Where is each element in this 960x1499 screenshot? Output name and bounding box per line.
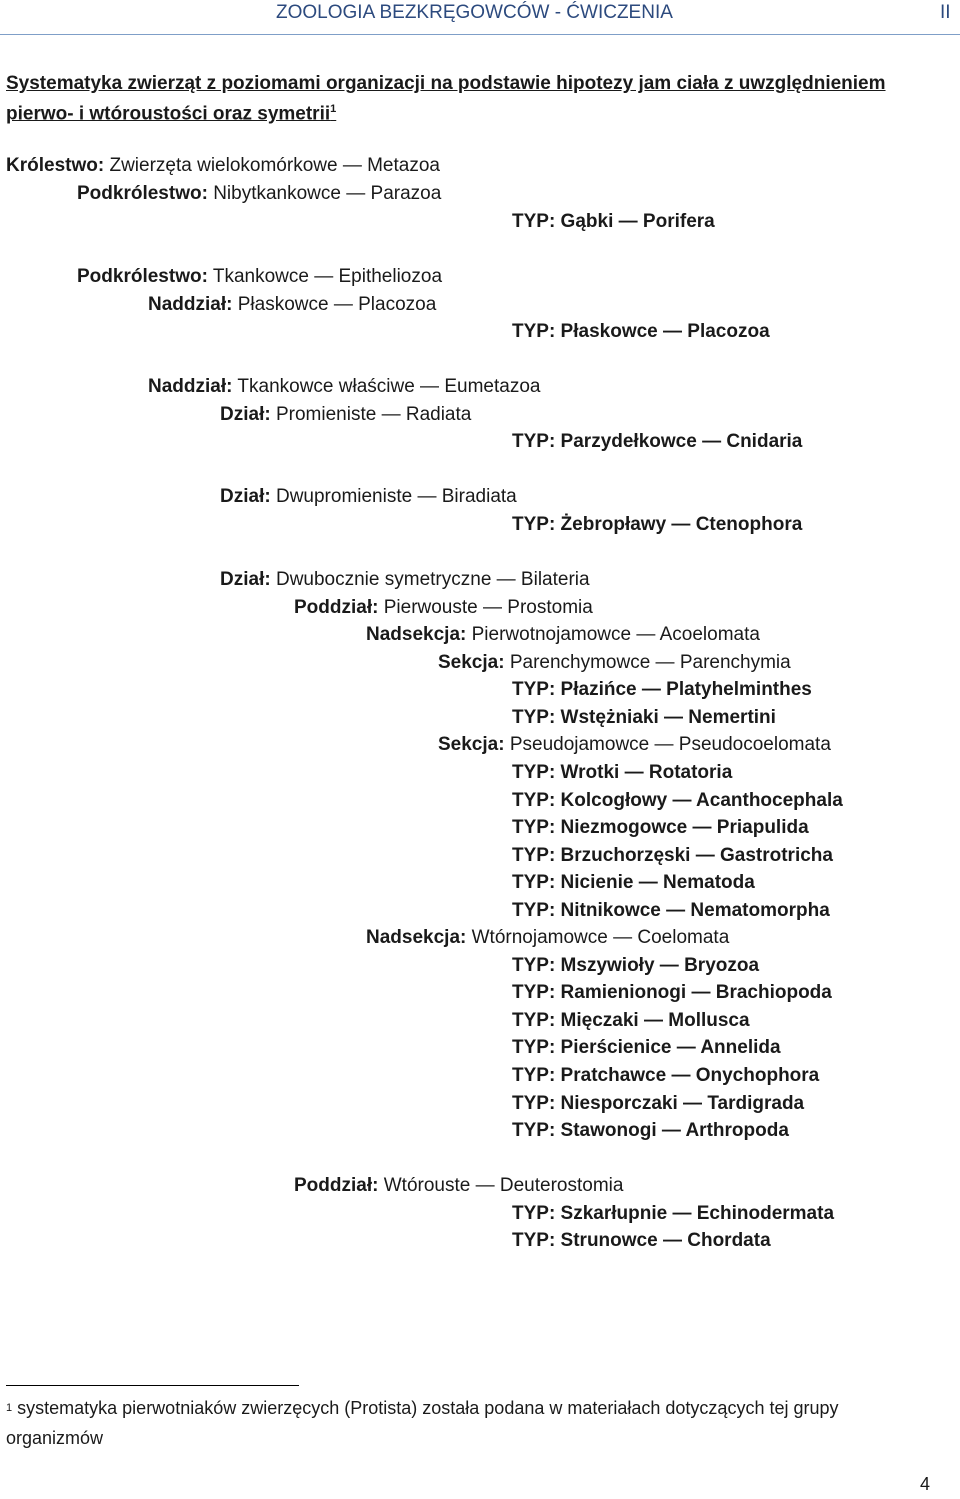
- phylum-entry: TYP: Stawonogi — Arthropoda: [512, 1120, 789, 1141]
- taxon-entry: Dział: Promieniste — Radiata: [220, 404, 472, 425]
- taxon-entry: Dział: Dwubocznie symetryczne — Bilateria: [220, 569, 590, 590]
- taxon-entry: Poddział: Wtórouste — Deuterostomia: [294, 1175, 624, 1196]
- phylum-entry: TYP: Wrotki — Rotatoria: [512, 762, 733, 783]
- taxon-entry: Poddział: Pierwouste — Prostomia: [294, 597, 593, 618]
- phylum-entry: TYP: Żebropławy — Ctenophora: [512, 514, 803, 535]
- taxon-entry: Nadsekcja: Wtórnojamowce — Coelomata: [366, 927, 730, 948]
- page-title-line1: Systematyka zwierząt z poziomami organizacji na podstawie hipotezy jam ciała z uwzględnieniem: [6, 73, 886, 94]
- taxon-entry: Podkrólestwo: Nibytkankowce — Parazoa: [77, 183, 442, 204]
- phylum-entry: TYP: Parzydełkowce — Cnidaria: [512, 431, 803, 452]
- footnote-line2: organizmów: [6, 1428, 104, 1448]
- taxon-entry: Sekcja: Pseudojamowce — Pseudocoelomata: [438, 734, 831, 755]
- phylum-entry: TYP: Mięczaki — Mollusca: [512, 1010, 750, 1031]
- phylum-entry: TYP: Nitnikowce — Nematomorpha: [512, 900, 830, 921]
- phylum-entry: TYP: Wstężniaki — Nemertini: [512, 707, 776, 728]
- taxon-entry: Nadsekcja: Pierwotnojamowce — Acoelomata: [366, 624, 760, 645]
- page-title-line2: pierwo- i wtóroustości oraz symetrii$^1$: [6, 103, 337, 125]
- phylum-entry: TYP: Ramienionogi — Brachiopoda: [512, 982, 832, 1003]
- phylum-entry: TYP: Nicienie — Nematoda: [512, 872, 755, 893]
- phylum-entry: TYP: Gąbki — Porifera: [512, 211, 715, 232]
- taxon-entry: Królestwo: Zwierzęta wielokomórkowe — Metazoa: [6, 155, 440, 176]
- phylum-entry: TYP: Płaskowce — Placozoa: [512, 321, 770, 342]
- header-divider: [0, 34, 960, 35]
- phylum-entry: TYP: Szkarłupnie — Echinodermata: [512, 1203, 835, 1224]
- phylum-entry: TYP: Pierścienice — Annelida: [512, 1037, 781, 1058]
- phylum-entry: TYP: Niezmogowce — Priapulida: [512, 817, 809, 838]
- phylum-entry: TYP: Brzuchorzęski — Gastrotricha: [512, 845, 833, 866]
- phylum-entry: TYP: Pratchawce — Onychophora: [512, 1065, 820, 1086]
- phylum-entry: TYP: Strunowce — Chordata: [512, 1230, 771, 1251]
- taxon-entry: Naddział: Płaskowce — Placozoa: [148, 294, 437, 315]
- section-number: II: [940, 2, 951, 23]
- phylum-entry: TYP: Płazińce — Platyhelminthes: [512, 679, 812, 700]
- taxon-entry: Podkrólestwo: Tkankowce — Epitheliozoa: [77, 266, 443, 287]
- footnote-separator: [6, 1385, 299, 1386]
- footnote-line1: $^1$ systematyka pierwotniaków zwierzęcych (Protista) została podana w materiałach dotyczących tej grupy: [6, 1398, 839, 1418]
- phylum-entry: TYP: Niesporczaki — Tardigrada: [512, 1093, 805, 1114]
- taxon-entry: Sekcja: Parenchymowce — Parenchymia: [438, 652, 791, 673]
- footnote-marker: 1: [6, 1402, 13, 1414]
- taxon-entry: Dział: Dwupromieniste — Biradiata: [220, 486, 517, 507]
- phylum-entry: TYP: Mszywioły — Bryozoa: [512, 955, 760, 976]
- course-title: ZOOLOGIA BEZKRĘGOWCÓW - ĆWICZENIA: [276, 2, 673, 23]
- page-number: 4: [920, 1474, 931, 1494]
- footnote-reference: 1: [330, 103, 337, 115]
- phylum-entry: TYP: Kolcogłowy — Acanthocephala: [512, 790, 843, 811]
- taxon-entry: Naddział: Tkankowce właściwe — Eumetazoa: [148, 376, 541, 397]
